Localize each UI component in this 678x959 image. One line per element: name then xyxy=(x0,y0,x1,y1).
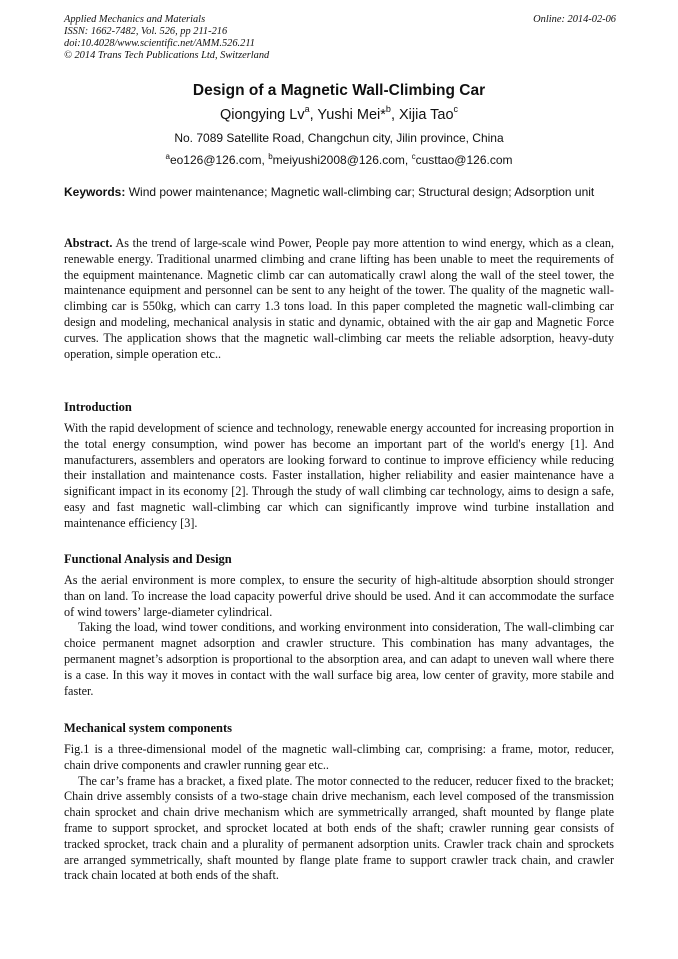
paragraph: Fig.1 is a three-dimensional model of the magnetic wall-climbing car, comprising: a frame, motor, reducer, chain drive components and crawler running gear etc.. xyxy=(64,742,614,772)
paragraph: The car’s frame has a bracket, a fixed plate. The motor connected to the reducer, reducer fixed to the bracket; Chain drive assembly consists of a two-stage chain drive mechanism, each level composed of the transmission chain sprocket and chain drive mechanism which are symmetrically arranged, shaft mounted by flange plate frame to support sprocket, and sprocket located at both ends of the shaft; crawler running gear consists of tracked sprocket, track chain and a plurality of permanent adsorption units. Crawler track chain and sprockets are arranged symmetrically, shaft mounted by flange plate frame to support crawler track chain, and crawler track chain located at both ends of the shaft. xyxy=(64,773,614,883)
email-address[interactable]: eo126@126.com xyxy=(169,153,262,167)
author-separator: , xyxy=(390,107,399,123)
copyright-line: © 2014 Trans Tech Publications Ltd, Switzerland xyxy=(64,50,270,61)
keywords-label: Keywords: xyxy=(64,185,126,199)
keywords-text: Wind power maintenance; Magnetic wall-climbing car; Structural design; Adsorption unit xyxy=(128,185,595,199)
email-mark: a xyxy=(165,152,170,161)
paper-title: Design of a Magnetic Wall-Climbing Car xyxy=(192,82,486,99)
journal-header xyxy=(64,14,269,62)
author-name: Qiongying Lv xyxy=(219,107,305,123)
author-list xyxy=(0,104,678,123)
mechanical-body xyxy=(64,742,614,884)
email-mark: c xyxy=(411,152,416,161)
email-separator: , xyxy=(261,153,269,167)
author-separator: , xyxy=(309,107,318,123)
paragraph: As the aerial environment is more complex, to ensure the security of high-altitude absorption should stronger than on land. To increase the load capacity powerful drive should be used. And it can accommodate the surface of wind towers’ large-diameter cylindrical. xyxy=(64,573,614,619)
issn-line: ISSN: 1662-7482, Vol. 526, pp 211-216 xyxy=(64,26,228,37)
author-name: Yushi Mei* xyxy=(317,107,386,123)
email-list xyxy=(0,152,678,167)
email-separator: , xyxy=(404,153,412,167)
introduction-body xyxy=(64,421,614,532)
doi-line: doi:10.4028/www.scientific.net/AMM.526.211 xyxy=(64,38,255,49)
section-heading-mechanical: Mechanical system components xyxy=(64,721,233,735)
email-address[interactable]: custtao@126.com xyxy=(415,153,513,167)
paragraph: With the rapid development of science and technology, renewable energy accounted for increasing proportion in the total energy consumption, wind power has become an important part of the world's energy [1]. And manufacturers, assemblers and operators are looking forward to continue to improve efficiency while reducing their installation and maintenance costs. Faster installation, higher reliability and easier maintenance have a significant impact in its economy [2]. Through the study of wall climbing car technology, aims to design a safe, easy and fast magnetic wall-climbing car which can significantly improve wind turbine installation and maintenance efficiency [3]. xyxy=(64,421,614,530)
author-name: Xijia Tao xyxy=(399,107,454,123)
journal-name: Applied Mechanics and Materials xyxy=(64,14,206,25)
abstract-text: As the trend of large-scale wind Power, People pay more attention to wind energy, which as a clean, renewable energy. Traditional unarmed climbing and crane lifting has been unable to meet the requirements of the equipment maintenance. Magnetic climb car can automatically crawl along the wall of the steel tower, the maintenance equipment and personnel can be sent to any height of the tower. The quality of the magnetic wall-climbing car is 550kg, which can carry 1.3 tons load. In this paper completed the magnetic wall-climbing car design and modeling, mechanical analysis in static and dynamic, obtained with the air gap and Magnetic Force curves. The application shows that the magnetic wall-climbing car meets the reliable adsorption, heavy-duty operation, simple operation etc.. xyxy=(64,236,615,361)
author-mark: b xyxy=(385,104,391,114)
keywords-block xyxy=(64,185,614,200)
email-address[interactable]: meiyushi2008@126.com xyxy=(272,153,405,167)
paragraph: Taking the load, wind tower conditions, and working environment into consideration, The wall-climbing car choice permanent magnet adsorption and crawler structure. This combination has many advantages, the permanent magnet’s adsorption is proportional to the absorption area, and can adapt to uneven wall where there is a case. In this way it moves in contact with the wall surface big area, low center of gravity, more stabile and faster. xyxy=(64,620,614,698)
functional-body xyxy=(64,573,614,699)
author-mark: c xyxy=(453,104,459,114)
online-date: Online: 2014-02-06 xyxy=(533,14,616,25)
affiliation: No. 7089 Satellite Road, Changchun city, Jilin province, China xyxy=(174,131,504,145)
abstract-label: Abstract. xyxy=(64,236,113,250)
section-heading-introduction: Introduction xyxy=(64,400,132,414)
author-mark: a xyxy=(304,104,310,114)
abstract-block xyxy=(64,236,614,362)
email-mark: b xyxy=(268,152,273,161)
section-heading-functional: Functional Analysis and Design xyxy=(64,552,232,566)
